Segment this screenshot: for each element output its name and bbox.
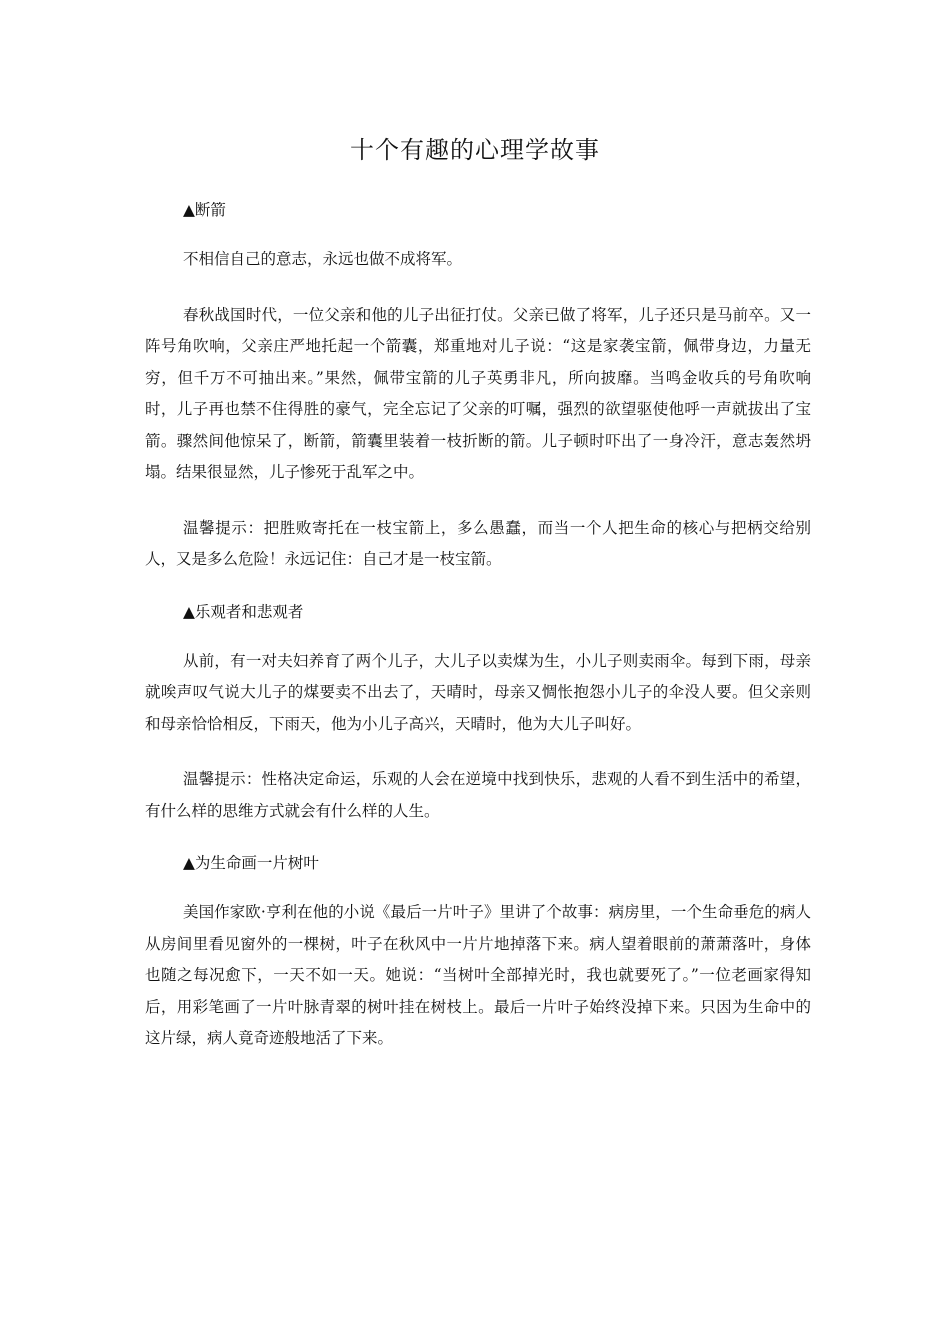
section-heading: ▲断箭 — [183, 201, 226, 219]
paragraph: 温馨提示：性格决定命运，乐观的人会在逆境中找到快乐，悲观的人看不到生活中的希望，有什么样的思维方式就会有什么样的人生。 — [145, 770, 811, 820]
section-optimist-pessimist — [145, 600, 811, 828]
paragraph: 美国作家欧·亨利在他的小说《最后一片叶子》里讲了个故事：病房里，一个生命垂危的病人从房间里看见窗外的一棵树，叶子在秋风中一片片地掉落下来。病人望着眼前的萧萧落叶，身体也随之每况愈下，一天不如一天。她说：“当树叶全部掉光时，我也就要死了。”一位老画家得知后，用彩笔画了一片叶脉青翠的树叶挂在树枝上。最后一片叶子始终没掉下来。只因为生命中的这片绿，病人竟奇迹般地活了下来。 — [145, 903, 811, 1047]
paragraph: 春秋战国时代，一位父亲和他的儿子出征打仗。父亲已做了将军，儿子还只是马前卒。又一阵号角吹响，父亲庄严地托起一个箭囊，郑重地对儿子说：“这是家袭宝箭，佩带身边，力量无穷，但千万不可抽出来。”果然，佩带宝箭的儿子英勇非凡，所向披靡。当鸣金收兵的号角吹响时，儿子再也禁不住得胜的豪气，完全忘记了父亲的叮嘱，强烈的欲望驱使他呼一声就拔出了宝箭。骤然间他惊呆了，断箭，箭囊里装着一枝折断的箭。儿子顿时吓出了一身冷汗，意志轰然坍塌。结果很显然，儿子惨死于乱军之中。 — [145, 305, 811, 481]
section-leaf-for-life — [145, 851, 811, 1055]
section-heading: ▲为生命画一片树叶 — [183, 854, 319, 872]
document-title: 十个有趣的心理学故事 — [350, 136, 600, 164]
paragraph: 温馨提示：把胜败寄托在一枝宝箭上，多么愚蠢，而当一个人把生命的核心与把柄交给别人，又是多么危险！永远记住：自己才是一枝宝箭。 — [145, 518, 811, 568]
document-body — [145, 198, 811, 1079]
section-broken-arrow — [145, 198, 811, 576]
section-heading: ▲乐观者和悲观者 — [183, 602, 304, 621]
paragraph: 从前，有一对夫妇养育了两个儿子，大儿子以卖煤为生，小儿子则卖雨伞。每到下雨，母亲就唉声叹气说大儿子的煤要卖不出去了，天晴时，母亲又惆怅抱怨小儿子的伞没人要。但父亲则和母亲恰恰相反，下雨天，他为小儿子高兴，天晴时，他为大儿子叫好。 — [145, 651, 811, 733]
paragraph: 不相信自己的意志，永远也做不成将军。 — [183, 250, 463, 268]
